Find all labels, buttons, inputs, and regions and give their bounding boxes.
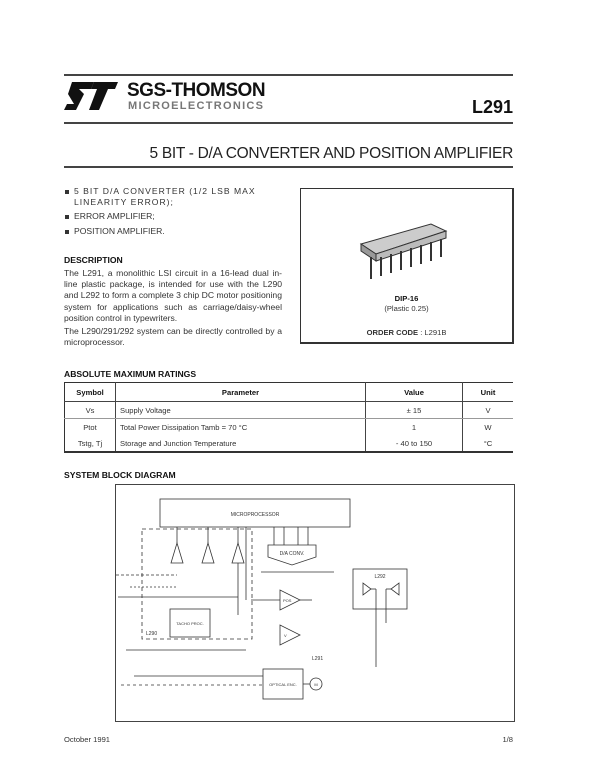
microprocessor-label: MICROPROCESSOR	[230, 512, 280, 518]
title-rule	[64, 166, 513, 168]
footer-page-number: 1/8	[502, 735, 513, 744]
package-detail: (Plastic 0.25)	[384, 304, 429, 313]
symbol-cell: Tstg, Tj	[65, 435, 116, 452]
l291-label: L291	[312, 656, 324, 662]
motor-label: M	[314, 682, 318, 687]
order-code	[301, 327, 512, 338]
table-row	[65, 419, 514, 436]
package-box	[300, 188, 514, 344]
dac-label: D/A CONV.	[279, 551, 305, 557]
description-paragraph: The L290/291/292 system can be directly controlled by a microprocessor.	[64, 326, 282, 348]
amplifier-triangles	[171, 543, 244, 563]
st-logo	[64, 80, 122, 112]
block-diagram	[115, 484, 515, 722]
pos-amp-label: POS	[283, 598, 292, 603]
description-text	[64, 268, 282, 350]
feature-item: ERROR AMPLIFIER;	[64, 211, 282, 222]
description-paragraph: The L291, a monolithic LSI circuit in a 16-lead dual in-line plastic package, is intended for use with the L290 and L292 to form a complete 3 chip DC motor positioning system for applications such as carriage/daisy-wheel position control in typewriters.	[64, 268, 282, 323]
l292-label: L292	[374, 574, 386, 580]
unit-cell: V	[463, 402, 514, 419]
encoder-label: OPTICAL ENC.	[269, 682, 297, 687]
column-header: Parameter	[116, 383, 366, 402]
part-number: L291	[471, 97, 513, 117]
dip16-package-image	[356, 219, 451, 284]
value-cell: ± 15	[366, 402, 463, 419]
diagram-heading: SYSTEM BLOCK DIAGRAM	[64, 470, 176, 480]
brand-name: SGS-THOMSON	[127, 80, 266, 101]
feature-list	[64, 186, 282, 240]
block-diagram-drawing	[116, 485, 514, 721]
brand-subtitle: MICROELECTRONICS	[128, 100, 265, 112]
feature-item: POSITION AMPLIFIER.	[64, 226, 282, 237]
parameter-cell: Total Power Dissipation Tamb = 70 °C	[116, 419, 366, 436]
symbol-cell: Ptot	[65, 419, 116, 436]
top-rule	[64, 74, 513, 76]
order-code-value: : L291B	[420, 328, 447, 337]
error-amplifier	[280, 625, 300, 645]
order-code-label: ORDER CODE	[366, 328, 419, 337]
footer-date: October 1991	[64, 735, 111, 744]
ratings-heading: ABSOLUTE MAXIMUM RATINGS	[64, 369, 197, 379]
description-heading: DESCRIPTION	[64, 255, 123, 265]
value-cell: - 40 to 150	[366, 435, 463, 452]
feature-item: 5 BIT D/A CONVERTER (1/2 LSB MAX LINEARITY ERROR);	[64, 186, 282, 208]
tacho-label: TACHO PROC.	[176, 621, 204, 626]
column-header: Unit	[463, 383, 514, 402]
error-amp-label: V	[284, 633, 287, 638]
symbol-cell: Vs	[65, 402, 116, 419]
table-header-row	[65, 383, 514, 402]
column-header: Symbol	[65, 383, 116, 402]
unit-cell: °C	[483, 438, 493, 448]
table-row	[65, 402, 514, 419]
value-cell: 1	[366, 419, 463, 436]
parameter-cell: Supply Voltage	[116, 402, 366, 419]
column-header: Value	[366, 383, 463, 402]
header-rule	[64, 122, 513, 124]
document-title: 5 BIT - D/A CONVERTER AND POSITION AMPLIFIER	[149, 145, 513, 162]
table-row	[65, 435, 514, 452]
unit-cell: W	[484, 422, 492, 432]
parameter-cell: Storage and Junction Temperature	[116, 435, 366, 452]
ratings-table	[64, 382, 513, 453]
l290-label: L290	[146, 631, 158, 637]
package-name: DIP-16	[394, 294, 419, 303]
